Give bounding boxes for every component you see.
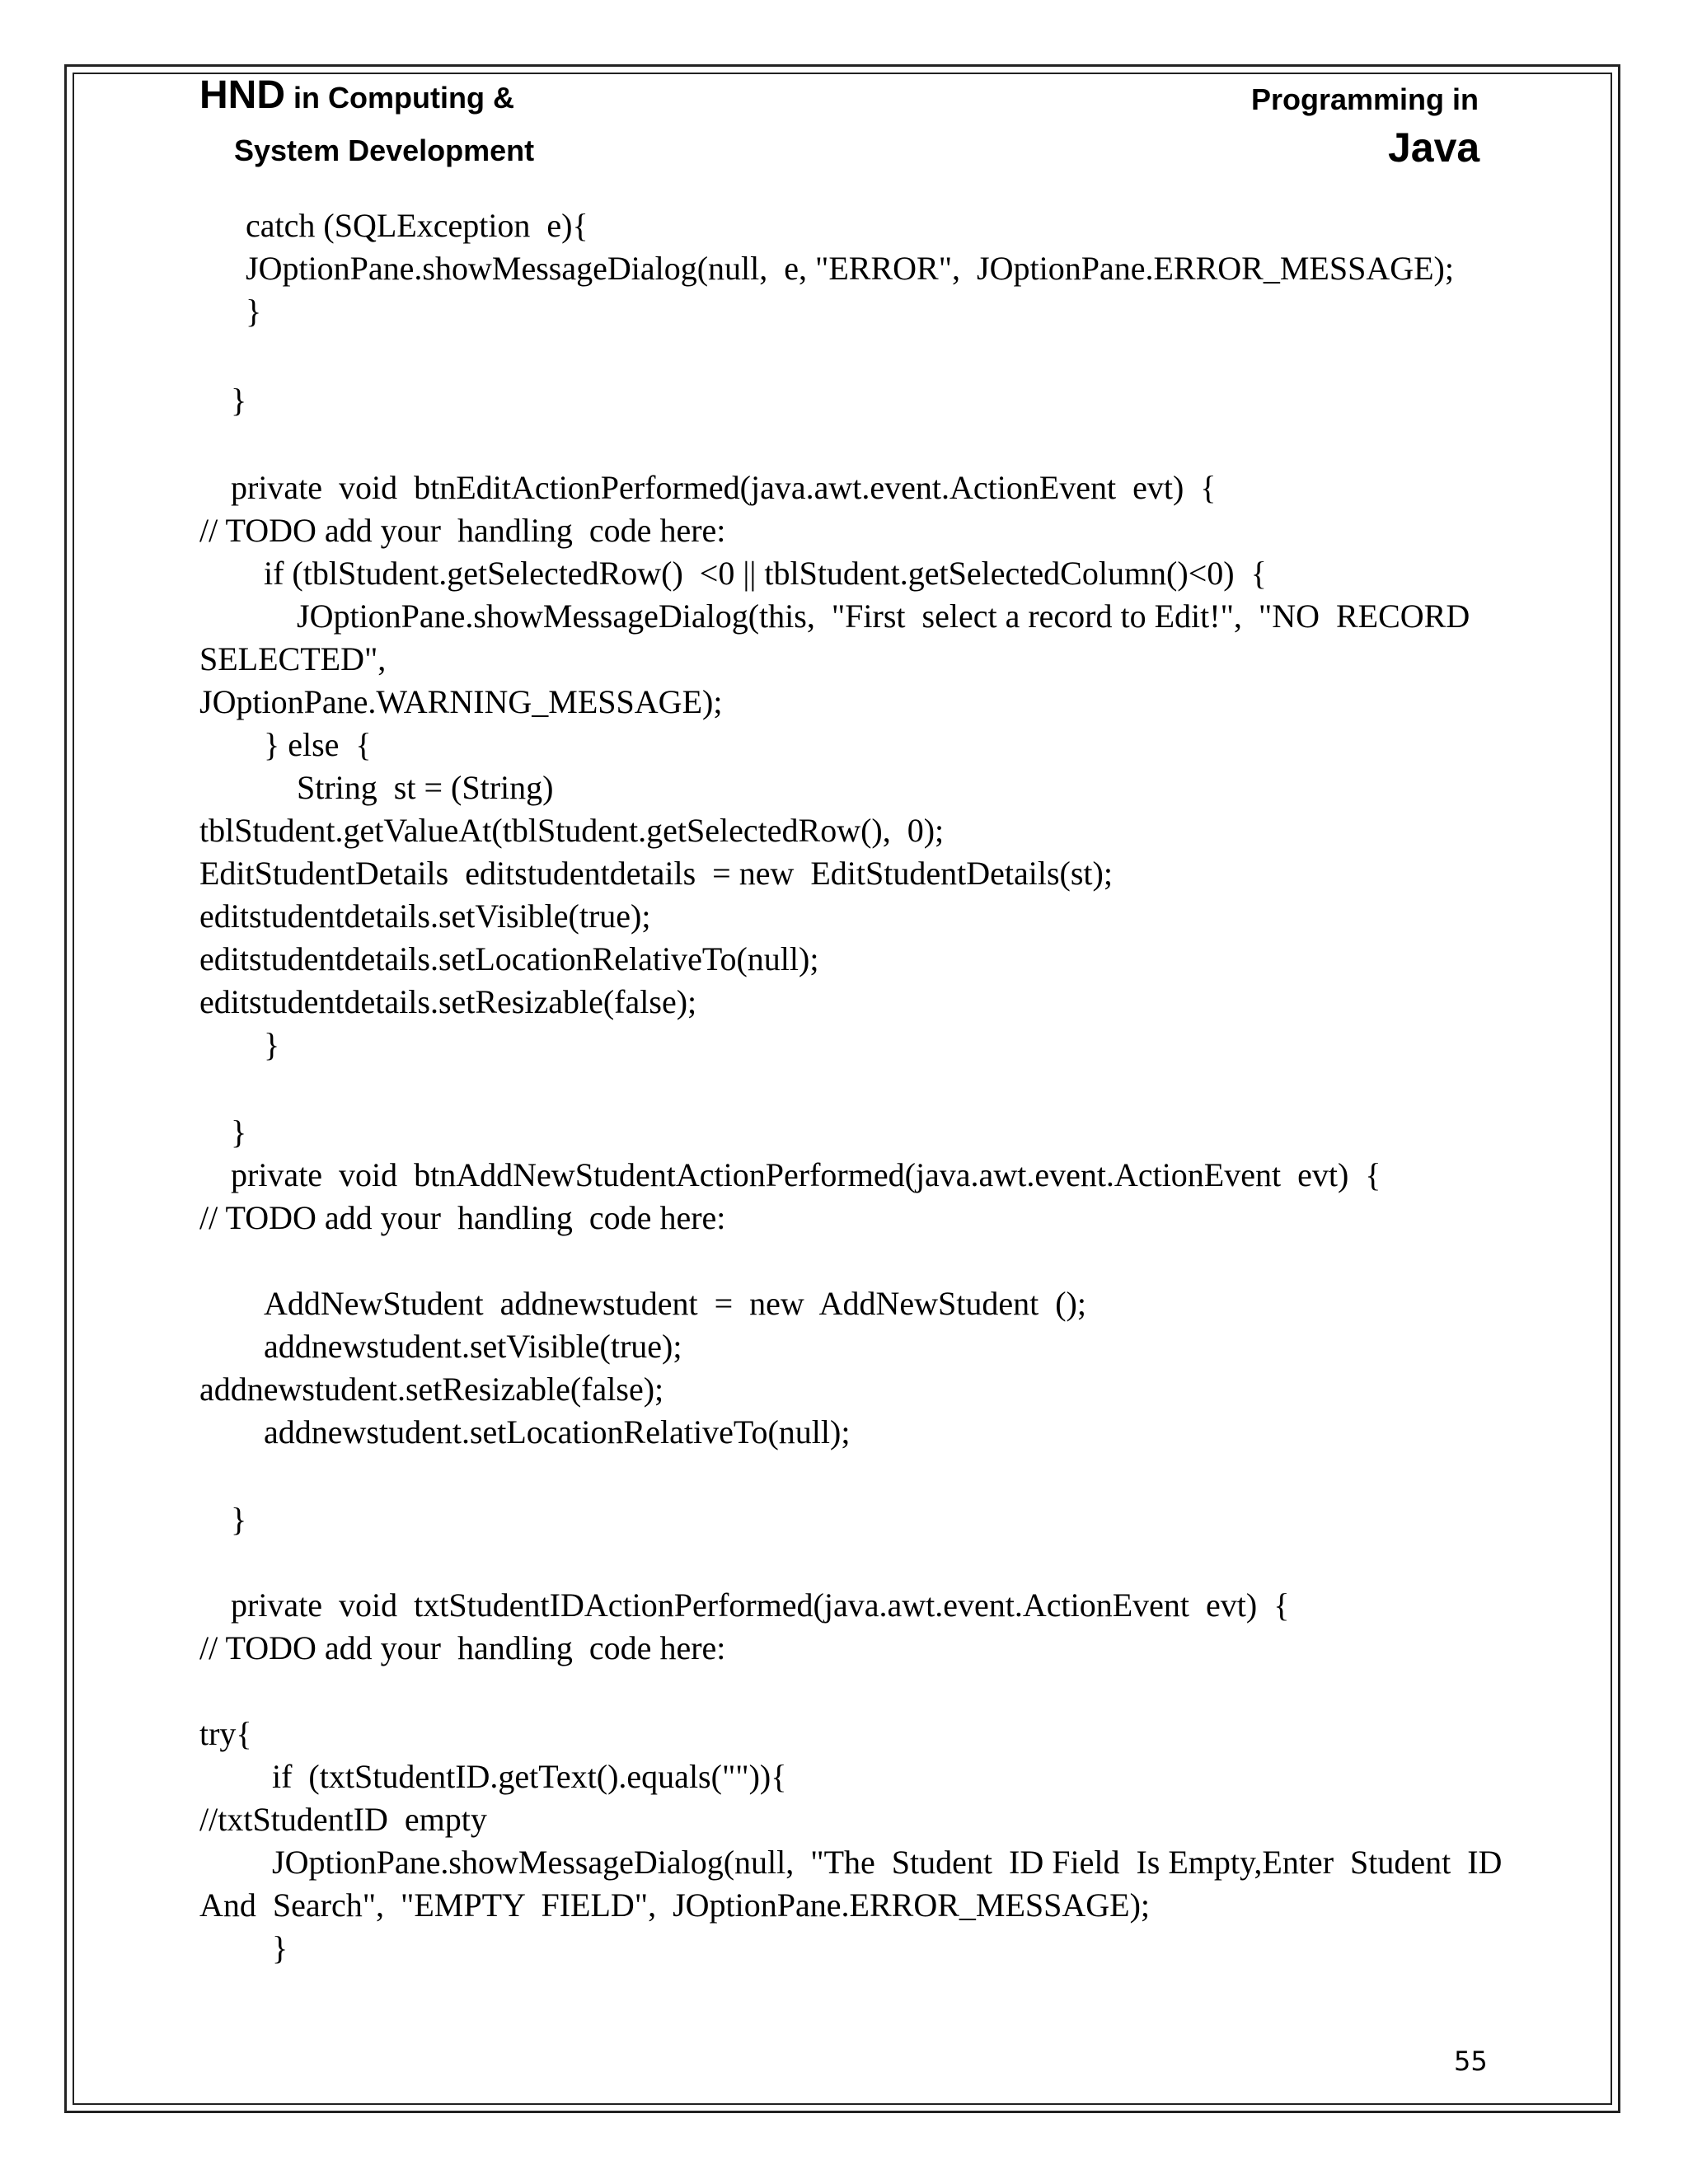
code-line: SELECTED", xyxy=(199,640,387,677)
page-number: 55 xyxy=(1454,2046,1488,2077)
code-line: EditStudentDetails editstudentdetails = new EditStudentDetails(st); xyxy=(199,855,1113,892)
code-line: And Search", "EMPTY FIELD", JOptionPane.ERROR_MESSAGE); xyxy=(199,1886,1151,1924)
code-line: editstudentdetails.setResizable(false); xyxy=(199,983,697,1020)
code-line: } xyxy=(264,1026,280,1063)
code-line: } else { xyxy=(264,726,372,763)
code-line: addnewstudent.setResizable(false); xyxy=(199,1371,664,1408)
header-course-line2: System Development xyxy=(234,134,535,167)
code-line: } xyxy=(246,293,262,330)
code-line: addnewstudent.setLocationRelativeTo(null); xyxy=(264,1413,851,1451)
code-line: private void btnEditActionPerformed(java.awt.event.ActionEvent evt) { xyxy=(231,469,1217,506)
code-line: JOptionPane.showMessageDialog(this, "First select a record to Edit!", "NO RECORD xyxy=(297,598,1470,635)
code-line: String st = (String) xyxy=(297,769,554,806)
code-line: // TODO add your handling code here: xyxy=(199,1199,726,1236)
header-hnd: HND xyxy=(199,73,285,117)
header-subject-line1: Programming in xyxy=(1251,82,1479,116)
header-course-line1 xyxy=(199,73,514,118)
code-line: AddNewStudent addnewstudent = new AddNewStudent (); xyxy=(264,1285,1086,1322)
code-line: try{ xyxy=(199,1715,252,1752)
code-line: addnewstudent.setVisible(true); xyxy=(264,1328,682,1365)
code-line: private void btnAddNewStudentActionPerformed(java.awt.event.ActionEvent evt) { xyxy=(231,1156,1381,1193)
code-line: // TODO add your handling code here: xyxy=(199,1629,726,1666)
code-line: private void txtStudentIDActionPerformed(java.awt.event.ActionEvent evt) { xyxy=(231,1586,1290,1624)
code-line: if (tblStudent.getSelectedRow() <0 || tblStudent.getSelectedColumn()<0) { xyxy=(264,555,1267,592)
code-line: editstudentdetails.setLocationRelativeTo(null); xyxy=(199,940,819,977)
code-line: JOptionPane.WARNING_MESSAGE); xyxy=(199,683,723,720)
code-line: } xyxy=(231,1501,247,1538)
code-line: JOptionPane.showMessageDialog(null, "The Student ID Field Is Empty,Enter Student ID xyxy=(272,1844,1503,1881)
code-line: } xyxy=(231,1113,247,1151)
code-line: tblStudent.getValueAt(tblStudent.getSelectedRow(), 0); xyxy=(199,812,945,849)
header-subject-line2: Java xyxy=(1388,124,1480,171)
code-line: } xyxy=(231,382,247,419)
code-line: } xyxy=(272,1929,288,1966)
code-line: //txtStudentID empty xyxy=(199,1801,487,1838)
code-line: if (txtStudentID.getText().equals("")){ xyxy=(272,1758,787,1795)
code-line: JOptionPane.showMessageDialog(null, e, "ERROR", JOptionPane.ERROR_MESSAGE); xyxy=(246,250,1454,287)
code-line: // TODO add your handling code here: xyxy=(199,512,726,549)
code-line: editstudentdetails.setVisible(true); xyxy=(199,898,651,935)
header-in-computing: in Computing & xyxy=(285,81,514,115)
code-line: catch (SQLException e){ xyxy=(246,207,588,244)
